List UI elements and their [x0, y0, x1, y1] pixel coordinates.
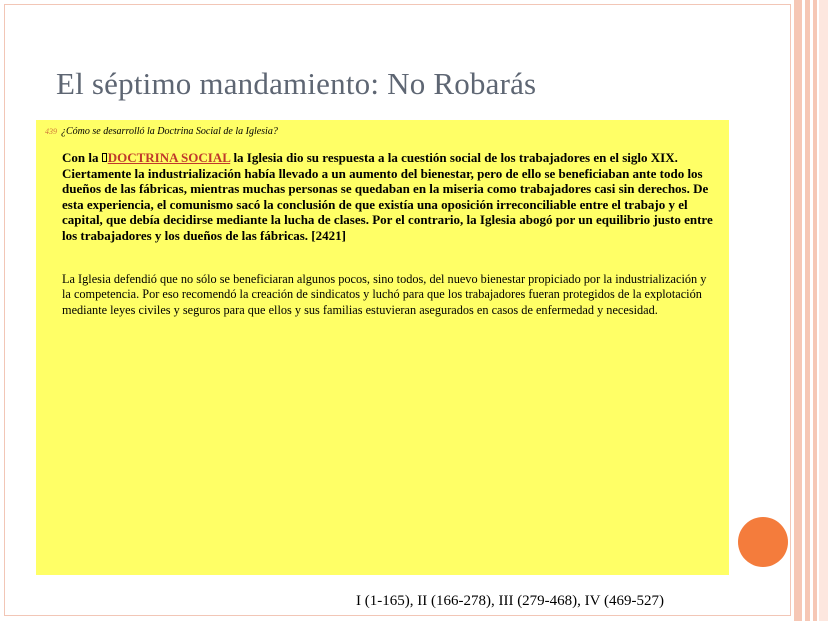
decorative-stripe [819, 0, 828, 621]
decorative-stripe [794, 0, 802, 621]
answer-paragraph-bold [62, 150, 718, 244]
decorative-stripe [813, 0, 817, 621]
accent-circle [738, 517, 788, 567]
answer-prefix: Con la [62, 150, 102, 165]
link-marker-icon [102, 153, 107, 162]
doctrina-social-link[interactable]: DOCTRINA SOCIAL [107, 150, 231, 165]
question-text: ¿Cómo se desarrolló la Doctrina Social de la Iglesia? [61, 126, 278, 137]
answer-paragraph-plain: La Iglesia defendió que no sólo se beneficiaran algunos pocos, sino todos, del nuevo bienestar propiciado por la industrialización y la competencia. Por eso recomendó la creación de sindicatos y luchó para que los trabajadores fueran protegidos de la explotación mediante leyes civiles y seguros para que ellos y sus familias estuvieran asegurados en casos de enfermedad y necesidad. [62, 272, 707, 317]
footer-index: I (1-165), II (166-278), III (279-468), IV (469-527) [356, 593, 664, 609]
question-number: 439 [45, 127, 57, 136]
question-line [45, 126, 278, 137]
slide-title: El séptimo mandamiento: No Robarás [56, 66, 537, 101]
content-box [36, 120, 729, 575]
answer-text: la Iglesia dio su respuesta a la cuestión social de los trabajadores en el siglo XIX. Ciertamente la industrialización había llevado a un aumento del bienestar, pero de ello se beneficiaban ante todo los dueños de las fábricas, mientras muchas personas se quedaban en la miseria como trabajadores casi sin derechos. De esta experiencia, el comunismo sacó la conclusión de que existía una oposición irreconciliable entre el trabajo y el capital, que debía decidirse mediante la lucha de clases. Por el contrario, la Iglesia abogó por un equilibrio justo entre los trabajadores y los dueños de las fábricas. [2421] [62, 150, 713, 243]
decorative-stripe [805, 0, 810, 621]
